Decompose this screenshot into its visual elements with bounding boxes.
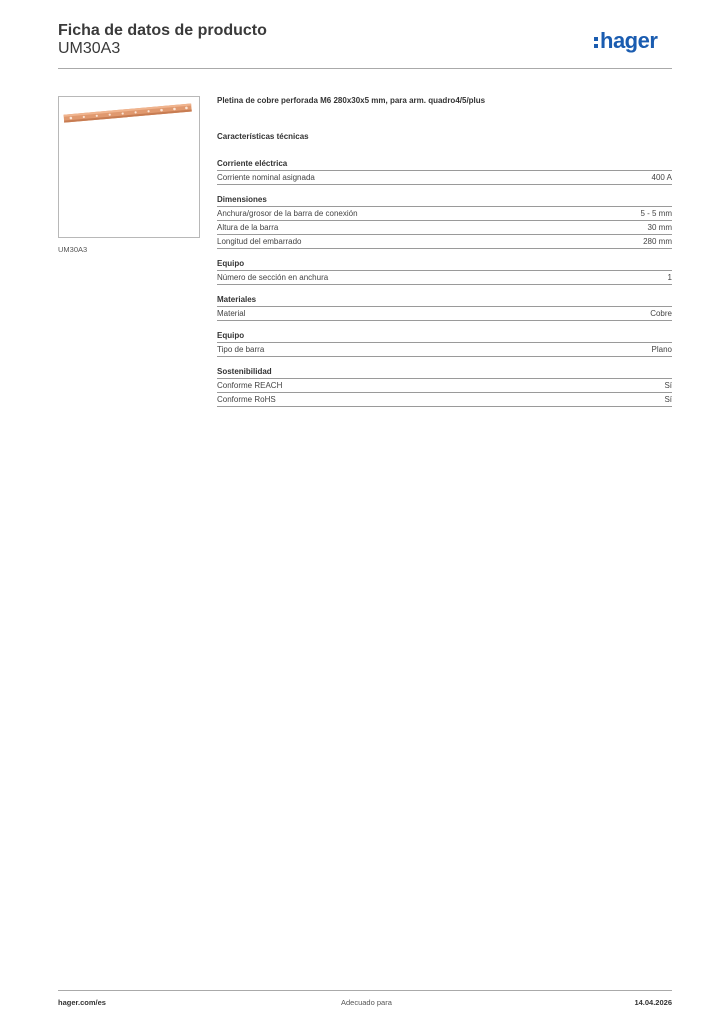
spec-label: Altura de la barra [217, 223, 279, 232]
spec-value: Sí [664, 395, 672, 404]
spec-label: Material [217, 309, 246, 318]
spec-value: 280 mm [643, 237, 672, 246]
spec-group-title: Sostenibilidad [217, 366, 672, 379]
product-details [217, 95, 672, 416]
spec-row [217, 235, 672, 249]
spec-group-title: Equipo [217, 258, 672, 271]
image-caption: UM30A3 [58, 245, 88, 254]
spec-value: Cobre [650, 309, 672, 318]
spec-value: 5 - 5 mm [640, 209, 672, 218]
hager-logo [593, 26, 673, 56]
spec-row [217, 379, 672, 393]
spec-label: Tipo de barra [217, 345, 265, 354]
spec-row [217, 271, 672, 285]
spec-label: Anchura/grosor de la barra de conexión [217, 209, 358, 218]
spec-row [217, 221, 672, 235]
spec-group-materials [217, 294, 672, 321]
footer-website-link[interactable]: hager.com/es [58, 998, 106, 1007]
spec-label: Conforme RoHS [217, 395, 276, 404]
product-code: UM30A3 [58, 40, 121, 57]
spec-row [217, 207, 672, 221]
brand-name: hager [600, 28, 658, 53]
document-title: Ficha de datos de producto [58, 22, 267, 39]
header-divider [58, 68, 672, 69]
spec-row [217, 307, 672, 321]
spec-value: 1 [667, 273, 672, 282]
spec-value: 30 mm [647, 223, 672, 232]
spec-row [217, 393, 672, 407]
footer-date: 14.04.2026 [634, 998, 672, 1007]
spec-group-sustainability [217, 366, 672, 407]
spec-group-title: Dimensiones [217, 194, 672, 207]
spec-row [217, 171, 672, 185]
spec-label: Corriente nominal asignada [217, 173, 315, 182]
spec-group-equipment-2 [217, 330, 672, 357]
tech-heading: Características técnicas [217, 132, 309, 141]
spec-group-title: Equipo [217, 330, 672, 343]
spec-label: Conforme REACH [217, 381, 283, 390]
product-description: Pletina de cobre perforada M6 280x30x5 mm, para arm. quadro4/5/plus [217, 96, 486, 105]
product-image-frame [58, 96, 200, 238]
spec-group-dimensions [217, 194, 672, 249]
spec-label: Número de sección en anchura [217, 273, 329, 282]
spec-group-title: Corriente eléctrica [217, 158, 672, 171]
copper-busbar-image [59, 97, 199, 237]
spec-value: Sí [664, 381, 672, 390]
spec-value: 400 A [651, 173, 672, 182]
spec-label: Longitud del embarrado [217, 237, 302, 246]
spec-group-electrical [217, 158, 672, 185]
footer-divider [58, 990, 672, 991]
spec-group-title: Materiales [217, 294, 672, 307]
spec-value: Plano [651, 345, 672, 354]
footer-center-text: Adecuado para [341, 998, 392, 1007]
spec-group-equipment [217, 258, 672, 285]
spec-row [217, 343, 672, 357]
